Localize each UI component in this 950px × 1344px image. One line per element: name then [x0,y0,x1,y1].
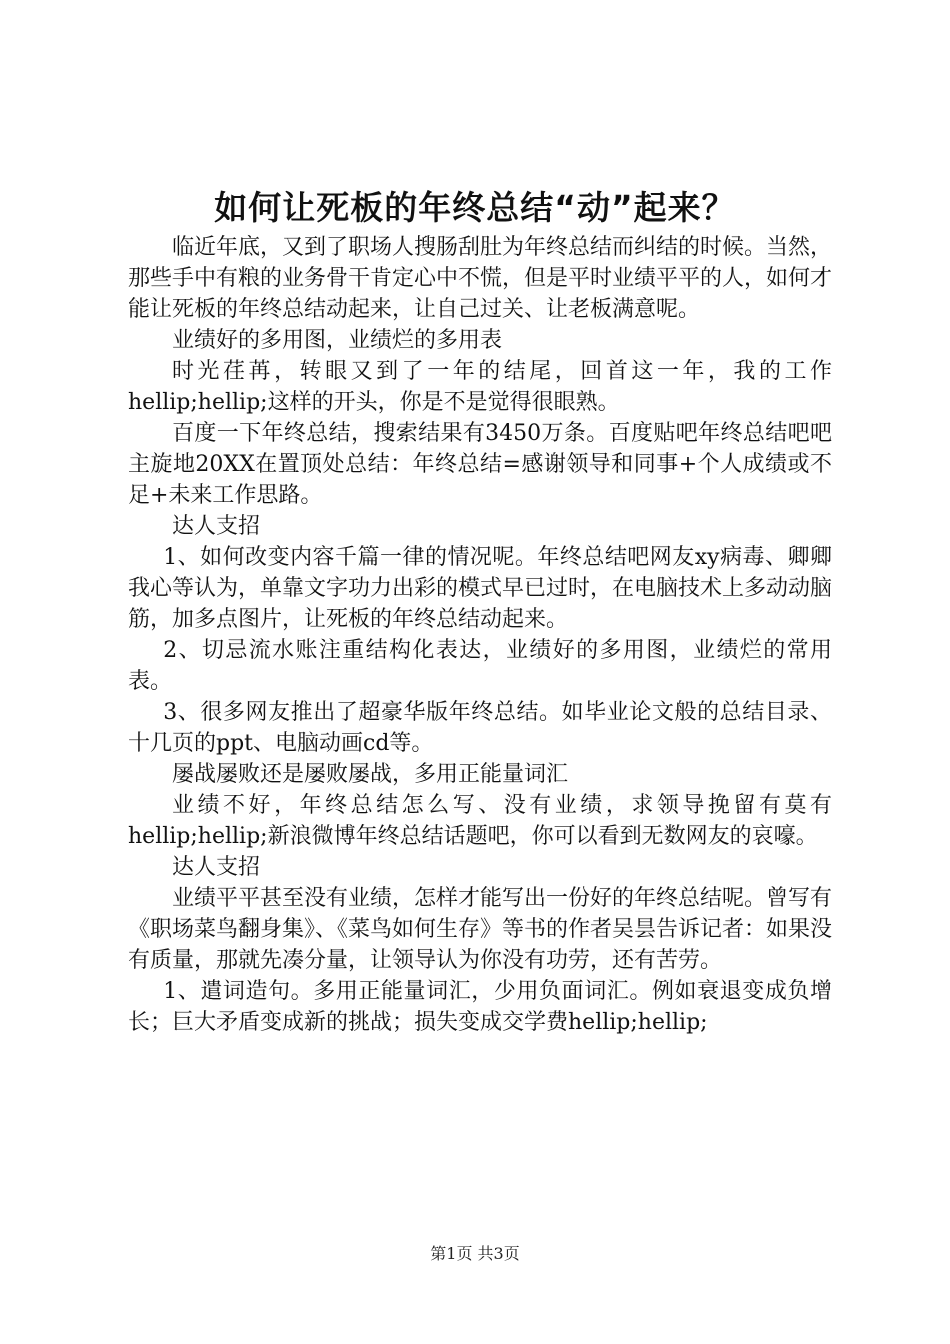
tip-item-1: 1、如何改变内容千篇一律的情况呢。年终总结吧网友xy病毒、卿卿我心等认为，单靠文字功力出彩的模式早已过时，在电脑技术上多动动脑筋，加多点图片，让死板的年终总结动起来。 [128,545,833,632]
document-body [128,232,832,1038]
tip-item-2: 2、切忌流水账注重结构化表达，业绩好的多用图，业绩烂的常用表。 [128,638,832,694]
document-title: 如何让死板的年终总结“动”起来？ [214,188,736,227]
paragraph-author-advice: 业绩平平甚至没有业绩，怎样才能写出一份好的年终总结呢。曾写有《职场菜鸟翻身集》、《菜鸟如何生存》等书的作者吴昙告诉记者：如果没有质量，那就先凑分量，让领导认为你没有功劳，还有苦劳。 [128,886,833,973]
paragraph-opening-cliche: 时光荏苒，转眼又到了一年的结尾，回首这一年，我的工作hellip;hellip;这样的开头，你是不是觉得很眼熟。 [128,359,832,415]
subheading-expert-tips-1: 达人支招 [172,514,261,539]
paragraph-search-results: 百度一下年终总结，搜索结果有3450万条。百度贴吧年终总结吧吧主旋地20XX在置顶处总结：年终总结=感谢领导和同事+个人成绩或不足+未来工作思路。 [128,421,832,508]
tip-item-3: 3、很多网友推出了超豪华版年终总结。如毕业论文般的总结目录、十几页的ppt、电脑动画cd等。 [128,700,832,756]
page-footer: 第1页 共3页 [430,1244,520,1263]
subheading-expert-tips-2: 达人支招 [172,855,261,880]
paragraph-poor-performance: 业绩不好，年终总结怎么写、没有业绩，求领导挽留有莫有hellip;hellip;新浪微博年终总结话题吧，你可以看到无数网友的哀嚎。 [128,793,832,849]
subheading-charts-tables: 业绩好的多用图，业绩烂的多用表 [172,328,503,353]
tip-item-wording: 1、遣词造句。多用正能量词汇，少用负面词汇。例如衰退变成负增长；巨大矛盾变成新的挑战；损失变成交学费hellip;hellip; [128,979,832,1035]
subheading-positive-words: 屡战屡败还是屡败屡战，多用正能量词汇 [172,762,569,787]
paragraph-intro: 临近年底，又到了职场人搜肠刮肚为年终总结而纠结的时候。当然，那些手中有粮的业务骨干肯定心中不慌，但是平时业绩平平的人，如何才能让死板的年终总结动起来，让自己过关、让老板满意呢。 [128,235,833,322]
